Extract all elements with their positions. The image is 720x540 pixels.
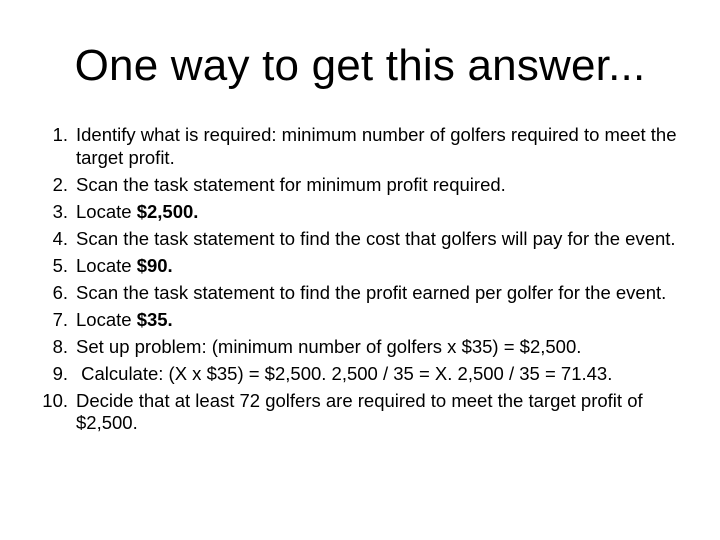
step-text: Decide that at least 72 golfers are required to meet the target profit of $2,500.: [76, 389, 643, 433]
step-text: Scan the task statement to find the profit earned per golfer for the event.: [76, 281, 667, 303]
step-item: [36, 124, 686, 169]
step-number: 8.: [52, 335, 68, 357]
step-text: Locate: [76, 200, 137, 222]
step-item: [36, 228, 686, 251]
step-item: [36, 363, 686, 386]
steps-list: [36, 124, 686, 439]
step-number: 4.: [52, 227, 68, 249]
step-number: 5.: [52, 254, 68, 276]
step-item: [36, 282, 686, 305]
step-bold-value: $2,500.: [136, 200, 199, 222]
step-number: 7.: [52, 308, 68, 330]
step-item: [36, 390, 686, 435]
step-item: [36, 174, 686, 197]
step-item: [36, 336, 686, 359]
step-text: Scan the task statement to find the cost that golfers will pay for the event.: [76, 227, 676, 249]
step-text: Locate: [76, 308, 137, 330]
step-number: 3.: [52, 200, 68, 222]
step-item: [36, 201, 686, 224]
step-text: Scan the task statement for minimum profit required.: [76, 173, 506, 195]
step-item: [36, 309, 686, 332]
step-number: 6.: [52, 281, 68, 303]
step-text: Locate: [76, 254, 137, 276]
step-number: 10.: [42, 389, 68, 411]
step-text: Identify what is required: minimum number of golfers required to meet the target profit.: [76, 124, 677, 168]
step-bold-value: $90.: [136, 254, 173, 276]
step-text: Set up problem: (minimum number of golfers x $35) = $2,500.: [76, 335, 582, 357]
step-number: 1.: [52, 124, 68, 145]
step-number: 9.: [52, 362, 68, 384]
step-text: Calculate: (X x $35) = $2,500. 2,500 / 35 = X. 2,500 / 35 = 71.43.: [76, 362, 613, 384]
step-item: [36, 255, 686, 278]
step-number: 2.: [52, 173, 68, 195]
step-bold-value: $35.: [136, 308, 173, 330]
slide-title: One way to get this answer...: [74, 41, 646, 90]
